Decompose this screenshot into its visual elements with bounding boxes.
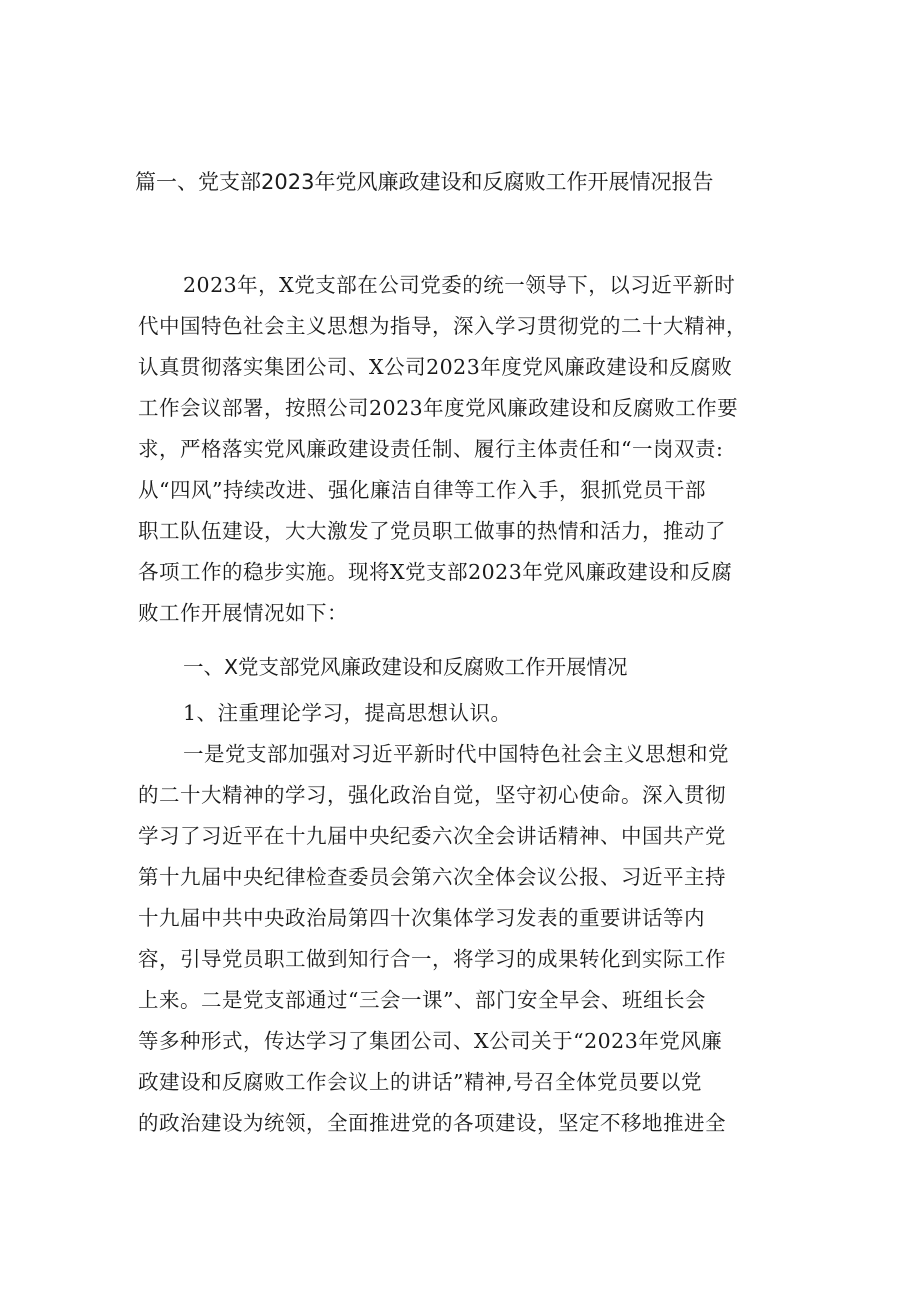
body-line-4: 第十九届中央纪律检查委员会第六次全体会议公报、习近平主持 [138, 865, 726, 889]
body-line-1: 一是党支部加强对习近平新时代中国特色社会主义思想和党 [183, 742, 729, 766]
body-line-10: 的政治建设为统领，全面推进党的各项建设，坚定不移地推进全 [138, 1111, 726, 1135]
intro-line-7: 职工队伍建设，大大激发了党员职工做事的热情和活力，推动了 [138, 519, 726, 543]
intro-line-8: 各项工作的稳步实施。现将X党支部2023年党风廉政建设和反腐 [138, 560, 733, 584]
intro-line-9: 败工作开展情况如下： [138, 601, 348, 625]
intro-line-2: 代中国特色社会主义思想为指导，深入学习贯彻党的二十大精神， [138, 314, 747, 338]
body-line-6: 容，引导党员职工做到知行合一，将学习的成果转化到实际工作 [138, 947, 726, 971]
body-line-7: 上来。二是党支部通过“三会一课”、部门安全早会、班组长会 [138, 988, 706, 1012]
subsection-heading: 1、注重理论学习，提高思想认识。 [183, 701, 512, 725]
document-title: 篇一、党支部2023年党风廉政建设和反腐败工作开展情况报告 [135, 170, 714, 194]
body-line-3: 学习了习近平在十九届中央纪委六次全会讲话精神、中国共产党 [138, 824, 726, 848]
intro-line-6: 从“四风”持续改进、强化廉洁自律等工作入手，狠抓党员干部 [138, 478, 706, 502]
intro-line-3: 认真贯彻落实集团公司、X公司2023年度党风廉政建设和反腐败 [138, 355, 733, 379]
section-heading: 一、X党支部党风廉政建设和反腐败工作开展情况 [183, 655, 628, 679]
intro-line-4: 工作会议部署，按照公司2023年度党风廉政建设和反腐败工作要 [138, 396, 739, 420]
body-line-8: 等多种形式，传达学习了集团公司、X公司关于“2023年党风廉 [138, 1029, 723, 1053]
body-line-9: 政建设和反腐败工作会议上的讲话”精神,号召全体党员要以党 [138, 1070, 702, 1094]
intro-line-5: 求，严格落实党风廉政建设责任制、履行主体责任和“一岗双责: [138, 437, 724, 461]
body-line-5: 十九届中共中央政治局第四十次集体学习发表的重要讲话等内 [138, 906, 705, 930]
intro-line-1: 2023年，X党支部在公司党委的统一领导下，以习近平新时 [183, 273, 736, 297]
body-line-2: 的二十大精神的学习，强化政治自觉，坚守初心使命。深入贯彻 [138, 783, 726, 807]
